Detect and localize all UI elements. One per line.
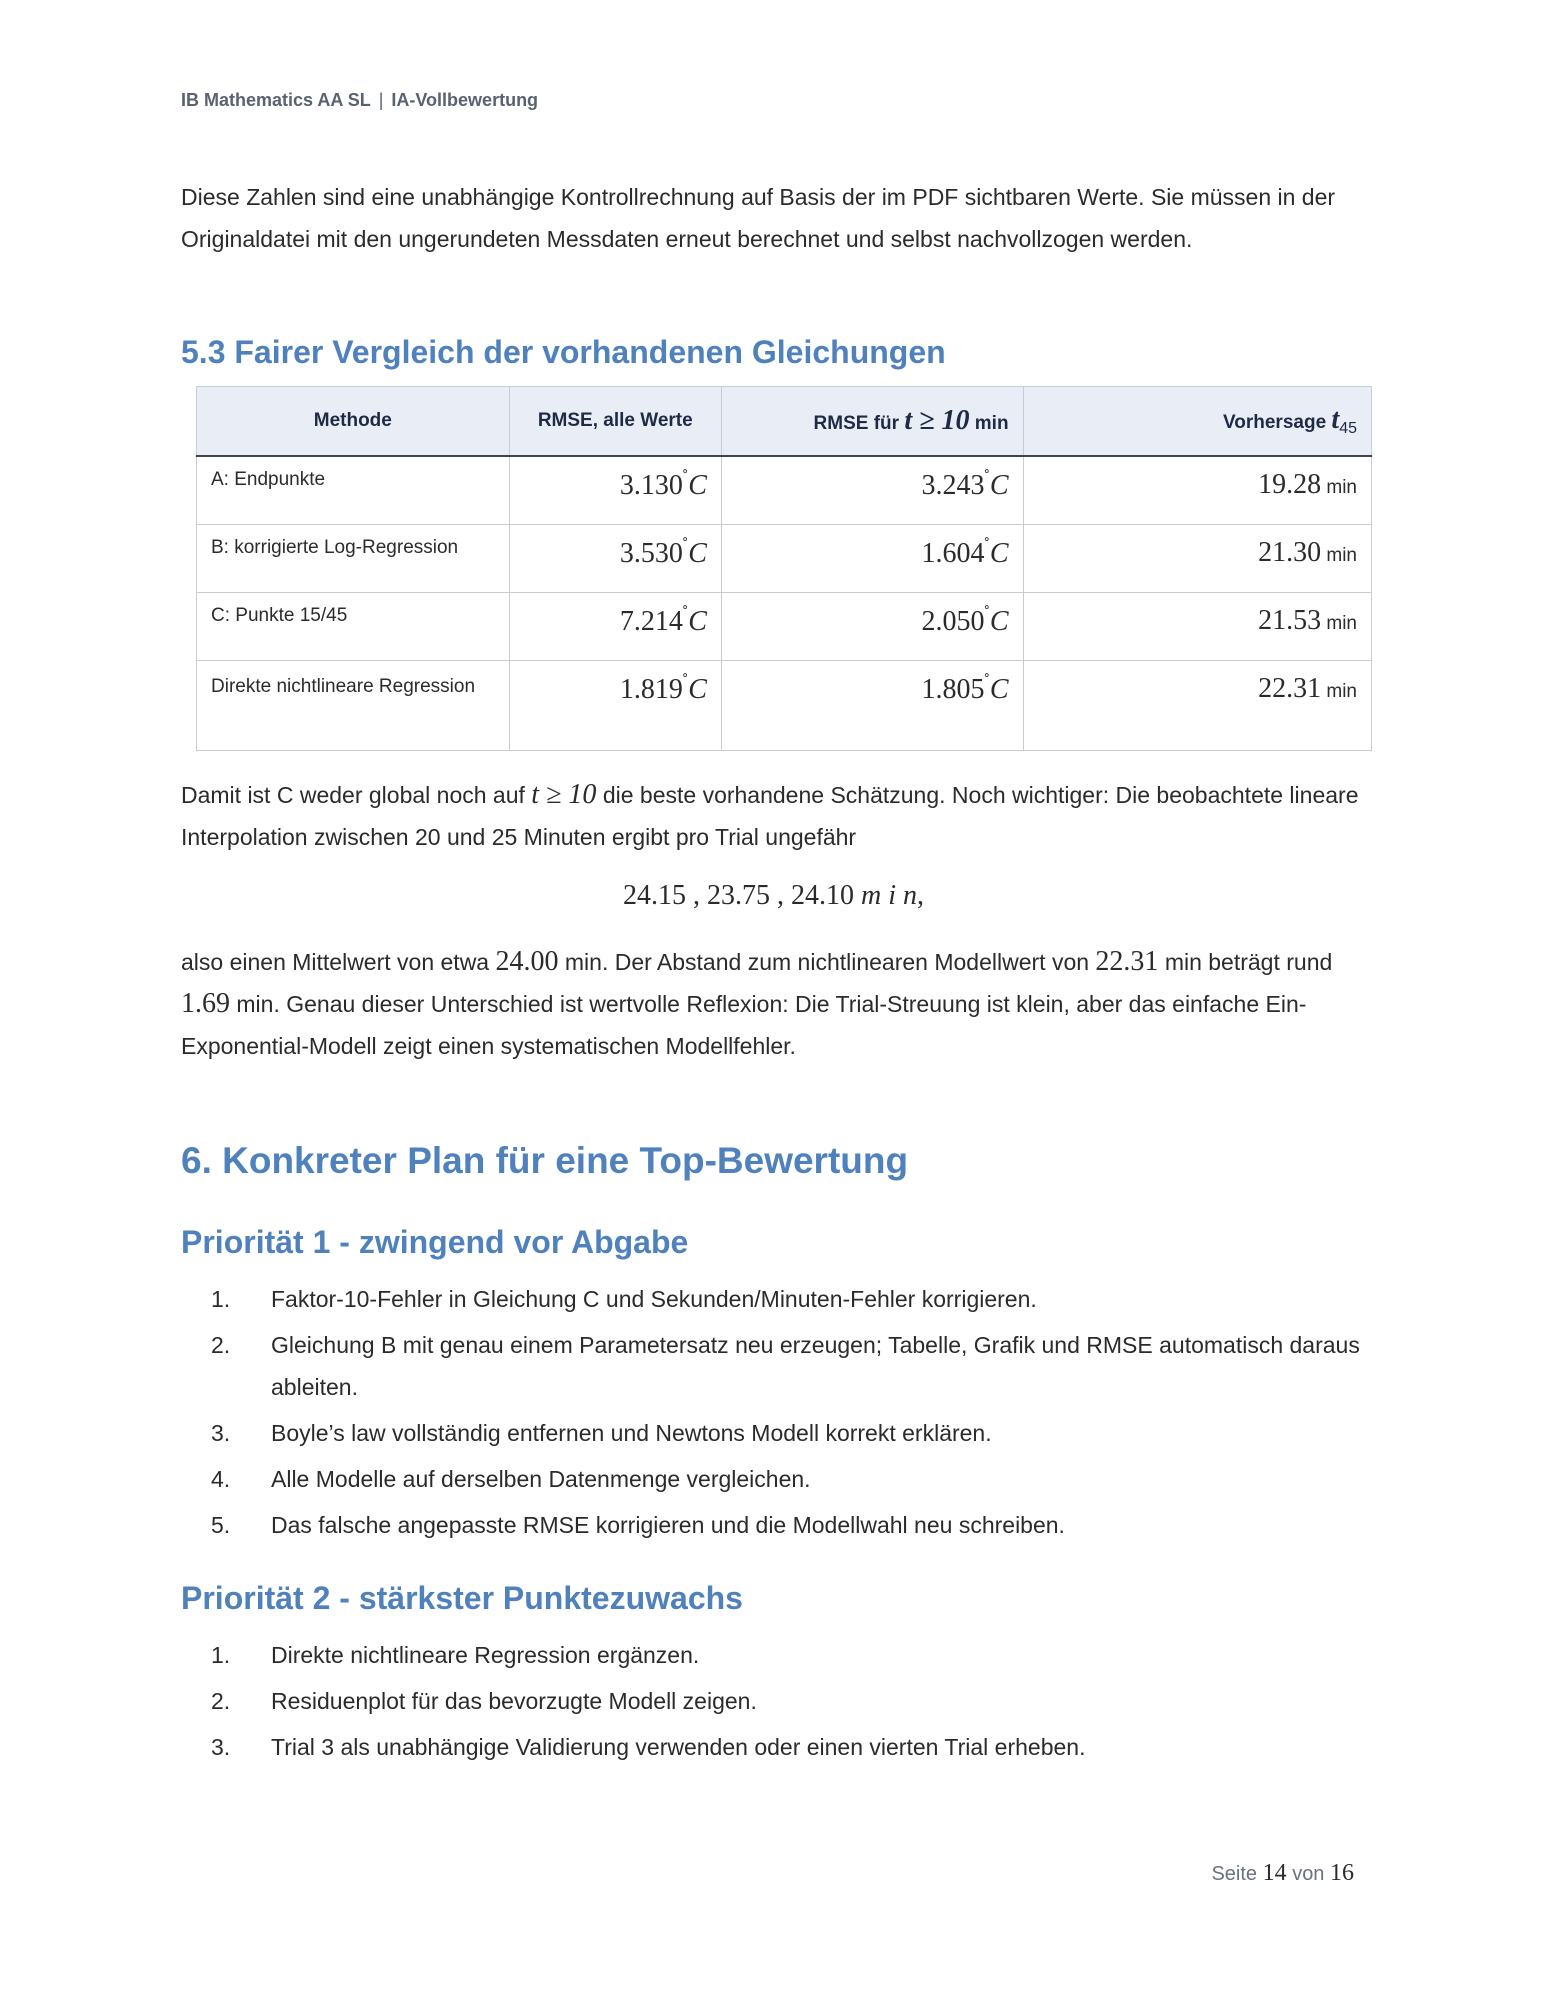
text: die beste vorhandene Schätzung. Noch wichtiger: Die beobachtete lineare Interpolation zwischen 20 und 25 Minuten ergibt pro Trial ungefähr — [181, 782, 1359, 850]
item-text: Faktor-10-Fehler in Gleichung C und Sekunden/Minuten-Fehler korrigieren. — [271, 1286, 1037, 1312]
footer-of-word: von — [1292, 1863, 1325, 1885]
intro-paragraph: Diese Zahlen sind eine unabhängige Kontrollrechnung auf Basis der im PDF sichtbaren Werte. Sie müssen in der Originaldatei mit den ungerundeten Messdaten erneut berechnet und selbst nachvollzogen werden. — [181, 184, 1336, 252]
inline-number: 1.69 — [181, 988, 230, 1019]
item-text: Boyle’s law vollständig entfernen und Newtons Modell korrekt erklären. — [271, 1420, 992, 1446]
list-item — [181, 1726, 1361, 1768]
unit-c: C — [989, 605, 1009, 637]
unit-c: C — [688, 537, 707, 569]
value: 3.530 — [619, 537, 683, 569]
text: Damit ist C weder global noch auf — [181, 782, 525, 808]
list-item — [181, 1458, 1361, 1500]
item-number: 2. — [211, 1332, 231, 1358]
equation-values: 24.15 , 23.75 , 24.10 — [623, 880, 854, 911]
priority-1-heading: Priorität 1 - zwingend vor Abgabe — [181, 1224, 689, 1260]
value: 22.31 — [1258, 672, 1322, 704]
value: 1.604 — [921, 537, 985, 569]
rmse-all-cell — [509, 456, 721, 524]
rmse-t10-cell — [721, 524, 1023, 592]
rmse-t-prefix: RMSE für — [813, 413, 900, 434]
item-number: 1. — [211, 1286, 231, 1312]
rmse-all-cell — [509, 524, 721, 592]
unit-c: C — [688, 470, 707, 501]
rmse-t10-cell — [721, 660, 1023, 750]
comparison-table — [196, 386, 1372, 751]
unit-min: min — [1326, 612, 1357, 634]
item-number: 5. — [211, 1512, 231, 1538]
value: 19.28 — [1258, 469, 1322, 500]
list-item — [181, 1634, 1361, 1676]
item-text: Gleichung B mit genau einem Parametersatz neu erzeugen; Tabelle, Grafik und RMSE automatisch daraus ableiten. — [271, 1332, 1360, 1400]
col-header-prediction — [1023, 387, 1371, 457]
running-header — [181, 90, 538, 111]
unit-c: C — [688, 673, 707, 705]
rmse-t-suffix: min — [974, 413, 1009, 434]
equation-trail: , — [917, 880, 924, 911]
value: 3.130 — [619, 470, 683, 501]
table-row — [197, 456, 1372, 524]
table-row — [197, 660, 1372, 750]
degree-sign: ˚ — [984, 604, 990, 622]
prediction-cell — [1023, 660, 1371, 750]
rmse-t-math: t ≥ 10 — [904, 405, 970, 436]
text: min. Genau dieser Unterschied ist wertvolle Reflexion: Die Trial-Streuung ist klein, aber das einfache Ein-Exponential-Modell zeigt einen systematischen Modellfehler. — [181, 991, 1307, 1059]
unit-min: min — [1326, 544, 1357, 566]
method-cell: C: Punkte 15/45 — [197, 592, 510, 660]
unit-c: C — [989, 673, 1009, 705]
item-text: Alle Modelle auf derselben Datenmenge vergleichen. — [271, 1466, 811, 1492]
col-header-method: Methode — [197, 387, 510, 457]
value: 3.243 — [921, 470, 985, 501]
list-item — [181, 1324, 1361, 1408]
degree-sign: ˚ — [984, 469, 990, 486]
degree-sign: ˚ — [682, 604, 689, 622]
equation-unit: m i n — [861, 880, 917, 911]
item-text: Residuenplot für das bevorzugte Modell zeigen. — [271, 1688, 757, 1714]
degree-sign: ˚ — [984, 536, 990, 554]
inline-number: 24.00 — [495, 946, 559, 977]
section-6-heading: 6. Konkreter Plan für eine Top-Bewertung — [181, 1140, 909, 1181]
page-footer — [1211, 1860, 1354, 1887]
item-number: 4. — [211, 1466, 231, 1492]
method-cell: B: korrigierte Log-Regression — [197, 524, 510, 592]
unit-min: min — [1326, 680, 1357, 702]
inline-number: 22.31 — [1095, 946, 1159, 977]
col-header-rmse-t10 — [721, 387, 1023, 457]
unit-c: C — [989, 470, 1009, 501]
item-number: 3. — [211, 1420, 231, 1446]
value: 7.214 — [619, 605, 683, 637]
degree-sign: ˚ — [682, 536, 689, 554]
list-item — [181, 1412, 1361, 1454]
priority-2-heading: Priorität 2 - stärkster Punktezuwachs — [181, 1580, 743, 1616]
pred-sub: 45 — [1339, 419, 1357, 437]
table-row — [197, 592, 1372, 660]
item-number: 1. — [211, 1642, 231, 1668]
unit-min: min — [1326, 477, 1357, 498]
value: 21.53 — [1258, 604, 1322, 636]
prediction-cell — [1023, 524, 1371, 592]
inline-math: t ≥ 10 — [531, 779, 597, 810]
degree-sign: ˚ — [682, 672, 689, 690]
prediction-cell — [1023, 592, 1371, 660]
item-number: 3. — [211, 1734, 231, 1760]
method-cell: Direkte nichtlineare Regression — [197, 660, 510, 750]
text: min. Der Abstand zum nichtlinearen Modellwert von — [564, 949, 1090, 975]
item-text: Direkte nichtlineare Regression ergänzen. — [271, 1642, 700, 1668]
method-cell: A: Endpunkte — [197, 456, 510, 524]
rmse-t10-cell — [721, 456, 1023, 524]
text: also einen Mittelwert von etwa — [181, 949, 490, 975]
header-course: IB Mathematics AA SL — [181, 90, 371, 110]
footer-total-pages: 16 — [1330, 1860, 1354, 1886]
pred-prefix: Vorhersage — [1223, 412, 1327, 434]
item-text: Trial 3 als unabhängige Validierung verwenden oder einen vierten Trial erheben. — [271, 1734, 1086, 1760]
table-header-row — [197, 387, 1372, 457]
header-separator: | — [378, 90, 384, 110]
item-number: 2. — [211, 1688, 231, 1714]
footer-page-word: Seite — [1211, 1863, 1258, 1885]
display-equation — [0, 880, 1547, 912]
value: 1.819 — [619, 673, 683, 705]
list-item — [181, 1504, 1361, 1546]
list-item — [181, 1278, 1361, 1320]
value: 21.30 — [1258, 536, 1322, 568]
text: min beträgt rund — [1164, 949, 1333, 975]
section-5-3-heading: 5.3 Fairer Vergleich der vorhandenen Gleichungen — [181, 334, 946, 370]
degree-sign: ˚ — [682, 469, 689, 486]
rmse-all-cell — [509, 660, 721, 750]
item-text: Das falsche angepasste RMSE korrigieren und die Modellwahl neu schreiben. — [271, 1512, 1065, 1538]
header-doc-title: IA-Vollbewertung — [391, 90, 539, 110]
priority-1-list — [181, 1278, 1361, 1550]
unit-c: C — [989, 537, 1009, 569]
paragraph-after-equation — [181, 941, 1361, 1067]
prediction-cell — [1023, 456, 1371, 524]
value: 2.050 — [921, 605, 985, 637]
rmse-t10-cell — [721, 592, 1023, 660]
footer-page-number: 14 — [1262, 1860, 1287, 1886]
col-header-rmse-all: RMSE, alle Werte — [509, 387, 721, 457]
table-row — [197, 524, 1372, 592]
rmse-all-cell — [509, 592, 721, 660]
pred-t: t — [1331, 404, 1340, 436]
list-item — [181, 1680, 1361, 1722]
value: 1.805 — [921, 673, 985, 705]
paragraph-after-table — [181, 774, 1361, 858]
unit-c: C — [688, 605, 707, 637]
degree-sign: ˚ — [984, 672, 990, 690]
priority-2-list — [181, 1634, 1361, 1772]
